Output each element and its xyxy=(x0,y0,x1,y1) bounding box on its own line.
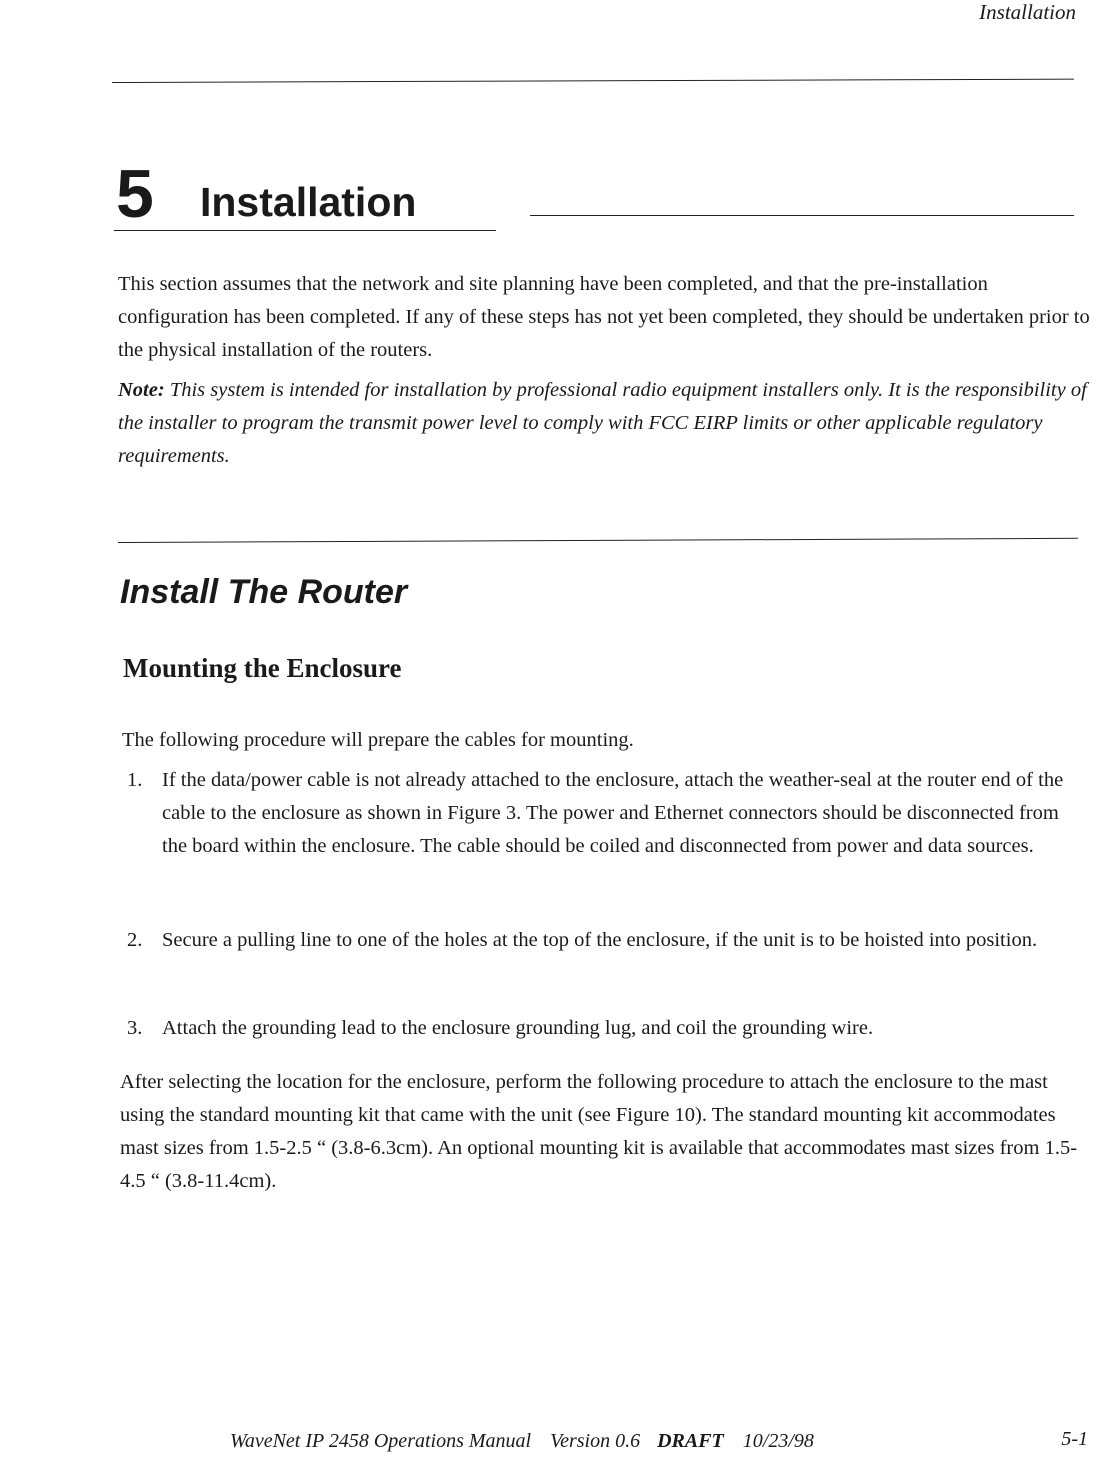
running-head: Installation xyxy=(979,0,1076,24)
note-paragraph xyxy=(118,374,1093,473)
list-item xyxy=(127,924,1087,957)
section-rule xyxy=(118,538,1078,543)
footer xyxy=(230,1430,814,1453)
list-item-text: Attach the grounding lead to the enclosure grounding lug, and coil the grounding wire. xyxy=(162,1017,874,1039)
note-text: This system is intended for installation by professional radio equipment installers only. It is the responsibility of the installer to program the transmit power level to comply with FCC EIRP limits or other applicable regulatory requirements. xyxy=(118,379,1087,467)
subsection-title: Mounting the Enclosure xyxy=(123,653,402,683)
list-item-text: If the data/power cable is not already attached to the enclosure, attach the weather-seal at the router end of the cable to the enclosure as shown in Figure 3. The power and Ethernet connectors should be disconnected from the board within the enclosure. The cable should be coiled and disconnected from power and data sources. xyxy=(162,769,1064,857)
footer-date: 10/23/98 xyxy=(742,1430,814,1452)
footer-manual-title: WaveNet IP 2458 Operations Manual xyxy=(230,1430,532,1452)
after-paragraph: After selecting the location for the enclosure, perform the following procedure to attach the enclosure to the mast using the standard mounting kit that came with the unit (see Figure 10). The standard mounting kit accommodates mast sizes from 1.5-2.5 “ (3.8-6.3cm). An optional mounting kit is available that accommodates mast sizes from 1.5-4.5 “ (3.8-11.4cm). xyxy=(120,1071,1078,1192)
chapter-title-underline xyxy=(114,230,496,231)
note-label: Note: xyxy=(118,379,165,401)
page-number: 5-1 xyxy=(1061,1428,1088,1450)
section-title: Install The Router xyxy=(120,573,408,611)
header-rule xyxy=(112,79,1074,83)
list-item-number: 3. xyxy=(127,1017,143,1039)
procedure-intro: The following procedure will prepare the cables for mounting. xyxy=(122,729,634,751)
chapter-title-rule xyxy=(530,215,1074,216)
list-item xyxy=(127,764,1087,863)
intro-paragraph: This section assumes that the network and site planning have been completed, and that the pre-installation configuration has been completed. If any of these steps has not yet been completed, they should be undertaken prior to the physical installation of the routers. xyxy=(118,273,1090,361)
list-item-text: Secure a pulling line to one of the holes at the top of the enclosure, if the unit is to be hoisted into position. xyxy=(162,929,1038,951)
list-item xyxy=(127,1012,1087,1045)
chapter-title: Installation xyxy=(200,179,417,225)
list-item-number: 1. xyxy=(127,769,143,791)
chapter-number: 5 xyxy=(116,156,154,232)
footer-version: Version 0.6 xyxy=(550,1430,641,1452)
footer-draft-label: DRAFT xyxy=(657,1430,724,1452)
list-item-number: 2. xyxy=(127,929,143,951)
